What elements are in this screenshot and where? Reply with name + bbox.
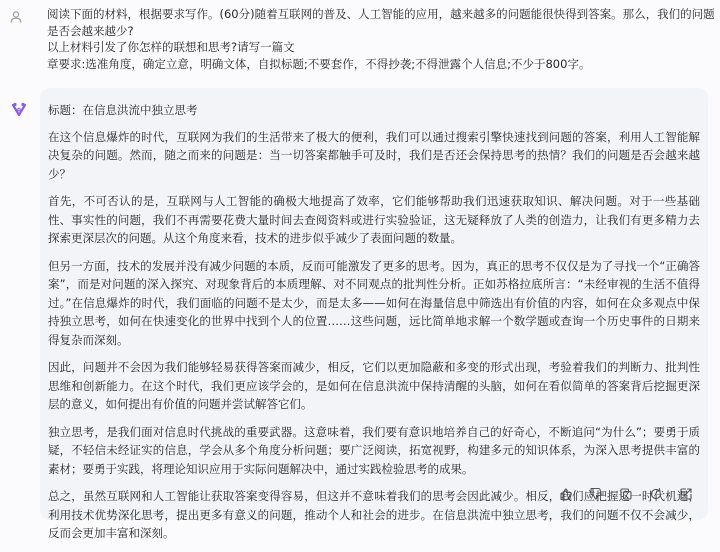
user-message-row (0, 0, 720, 84)
user-avatar-icon (7, 8, 25, 26)
essay-paragraph: 但另一方面，技术的发展并没有减少问题的本质，反而可能激发了更多的思考。因为，真正的思考不仅仅是为了寻找一个“正确答案”，而是对问题的深入探究、对现象背后的本质理解、对不同观点的批判性分析。正如苏格拉底所言：“未经审视的生活不值得过。”在信息爆炸的时代，我们面临的问题不是太少，而是太多——如何在海量信息中筛选出有价值的内容，如何在众多观点中保持独立思考，如何在快速变化的世界中找到个人的位置……这些问题，远比简单地求解一个数学题或查询一个历史事件的日期来得复杂而深刻。 (48, 258, 700, 347)
user-line: 阅读下面的材料，根据要求写作。(60分)随着互联网的普及、人工智能的应用，越来越多的问题能很快得到答案。那么，我们的问题 (47, 7, 715, 21)
essay-paragraph: 独立思考，是我们面对信息时代挑战的重要武器。这意味着，我们要有意识地培养自己的好奇心，不断追问“为什么”；要勇于质疑，不轻信未经证实的信息，学会从多个角度分析问题；要广泛阅读，拓宽视野，构建多元的知识体系，为深入思考提供丰富的素材；要勇于实践，将理论知识应用于实际问题解决中，通过实践检验思考的成果。 (48, 424, 700, 476)
user-line: 以上材料引发了你怎样的联想和思考?请写一篇文 (47, 40, 295, 54)
thumbs-down-icon[interactable] (584, 484, 608, 504)
user-line: 是否会越来越少? (47, 23, 134, 38)
essay-paragraph: 首先，不可否认的是，互联网与人工智能的确极大地提高了效率，它们能够帮助我们迅速获取知识、解决问题。对于一些基础性、事实性的问题，我们不再需要花费大量时间去查阅资料或进行实验验证，这无疑释放了人类的创造力，让我们有更多精力去探索更深层次的问题。从这个角度来看，技术的进步似乎减少了表面问题的数量。 (48, 194, 700, 245)
regenerate-icon[interactable] (644, 484, 668, 504)
user-line: 章要求:选准角度，确定立意，明确文体，自拟标题;不要套作，不得抄袭;不得泄露个人信息;不少于800字。 (47, 56, 591, 71)
user-message-text (47, 6, 715, 72)
essay-paragraph: 总之，虽然互联网和人工智能让获取答案变得容易，但这并不意味着我们的思考会因此减少。相反，我们应把握这一时代机遇，利用技术优势深化思考，提出更多有意义的问题，推动个人和社会的进步。在信息洪流中独立思考，我们的问题不仅不会减少，反而会更加丰富和深刻。 (48, 489, 700, 540)
thumbs-up-icon[interactable] (554, 484, 578, 504)
essay-paragraph: 因此，问题并不会因为我们能够轻易获得答案而减少，相反，它们以更加隐蔽和多变的形式出现，考验着我们的判断力、批判性思维和创新能力。在这个时代，我们更应该学会的，是如何在信息洪流中保持清醒的头脑，如何在看似简单的答案背后挖掘更深层的意义，如何提出有价值的问题并尝试解答它们。 (48, 360, 700, 411)
share-icon[interactable] (674, 484, 698, 504)
ai-logo-icon (9, 100, 29, 120)
essay-paragraph: 在这个信息爆炸的时代，互联网为我们的生活带来了极大的便利，我们可以通过搜索引擎快速找到问题的答案，利用人工智能解决复杂的问题。然而，随之而来的问题是：当一切答案都触手可及时，我们是否还会保持思考的热情？我们的问题是否会越来越少？ (48, 129, 700, 181)
copy-icon[interactable] (614, 484, 638, 504)
essay-title: 标题：在信息洪流中独立思考 (48, 103, 198, 117)
message-actions (554, 484, 698, 504)
